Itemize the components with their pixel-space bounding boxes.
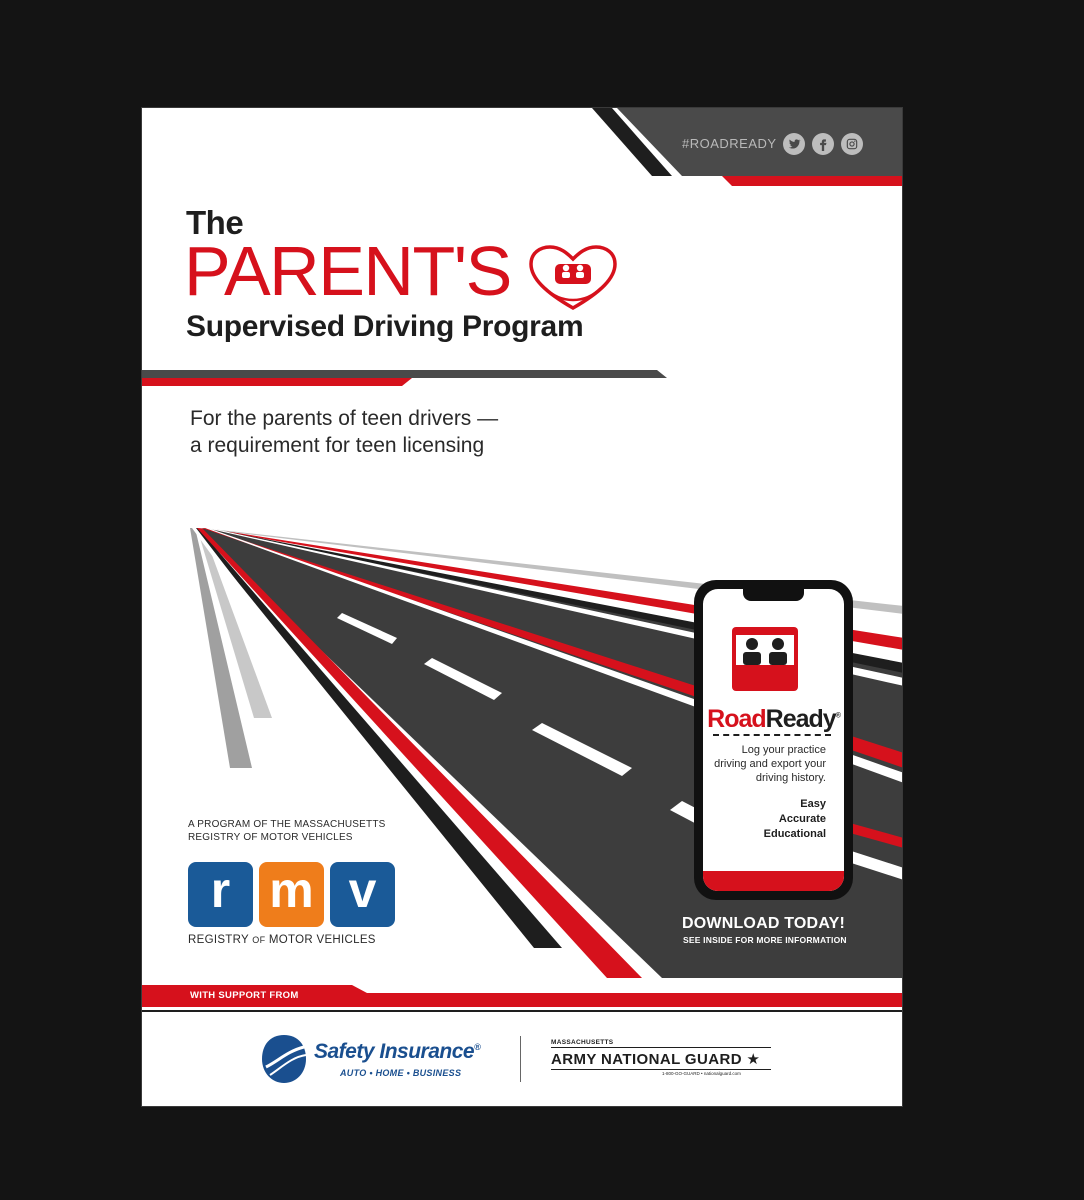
app-name-road: Road [707,705,766,733]
phone-mockup [694,580,853,900]
roadready-app-icon [730,625,800,693]
rmv-caption-line-1: A PROGRAM OF THE MASSACHUSETTS [188,819,386,830]
app-feature-item: Educational [763,828,826,840]
safety-name-text: Safety Insurance [314,1040,475,1063]
national-guard-rule-top [551,1047,771,1048]
safety-insurance-tagline: AUTO • HOME • BUSINESS [340,1068,462,1078]
app-desc-line-1: Log your practice [741,744,826,756]
rmv-full-name [188,934,398,946]
roadready-app-name [703,705,844,734]
rmv-name-part-2: OF [252,935,266,945]
rmv-caption [188,818,386,844]
app-name-underline [713,734,831,736]
title-line-the: The [186,204,244,241]
sponsor-divider [520,1036,521,1082]
app-feature-item: Easy [800,798,826,810]
app-name-registered: ® [835,712,840,720]
app-description [703,743,826,785]
phone-screen [703,589,844,891]
app-desc-line-3: driving history. [755,772,826,784]
footer-top-line [142,1010,903,1012]
safety-insurance-name [314,1040,480,1064]
title-divider [142,366,672,388]
rmv-logo-v: v [330,862,395,927]
instagram-icon[interactable] [841,133,863,155]
download-subtitle: SEE INSIDE FOR MORE INFORMATION [683,935,847,945]
rmv-name-part-3: MOTOR VEHICLES [268,934,376,946]
national-guard-state: MASSACHUSETTS [551,1039,614,1046]
brochure-cover [141,107,903,1107]
safety-name-registered: ® [474,1042,481,1052]
app-features [706,797,826,842]
subtitle [190,405,498,459]
national-guard-contact: 1-800-GO-GUARD • nationalguard.com [662,1071,741,1076]
rmv-logo-r: r [188,862,253,927]
twitter-icon[interactable] [783,133,805,155]
heart-car-icon [525,244,621,312]
subtitle-line-1: For the parents of teen drivers — [190,407,499,430]
app-name-ready: Ready [765,705,836,733]
support-label: WITH SUPPORT FROM [190,990,299,1001]
phone-bottom-band [703,871,844,891]
safety-insurance-logo-icon [260,1033,308,1085]
rmv-logo-m: m [259,862,324,927]
app-feature-item: Accurate [778,813,826,825]
national-guard-name: ARMY NATIONAL GUARD ★ [551,1051,761,1068]
title-line-program: Supervised Driving Program [186,310,584,343]
hashtag-label: #ROADREADY [682,136,777,151]
subtitle-line-2: a requirement for teen licensing [190,434,485,457]
download-title[interactable]: DOWNLOAD TODAY! [682,915,845,932]
national-guard-rule-bottom [551,1069,771,1070]
title-line-parents: PARENT'S [184,232,511,310]
facebook-icon[interactable] [812,133,834,155]
rmv-caption-line-2: REGISTRY OF MOTOR VEHICLES [188,832,353,843]
phone-notch [743,589,804,601]
app-desc-line-2: driving and export your [714,758,826,770]
rmv-name-part-1: REGISTRY [188,934,249,946]
